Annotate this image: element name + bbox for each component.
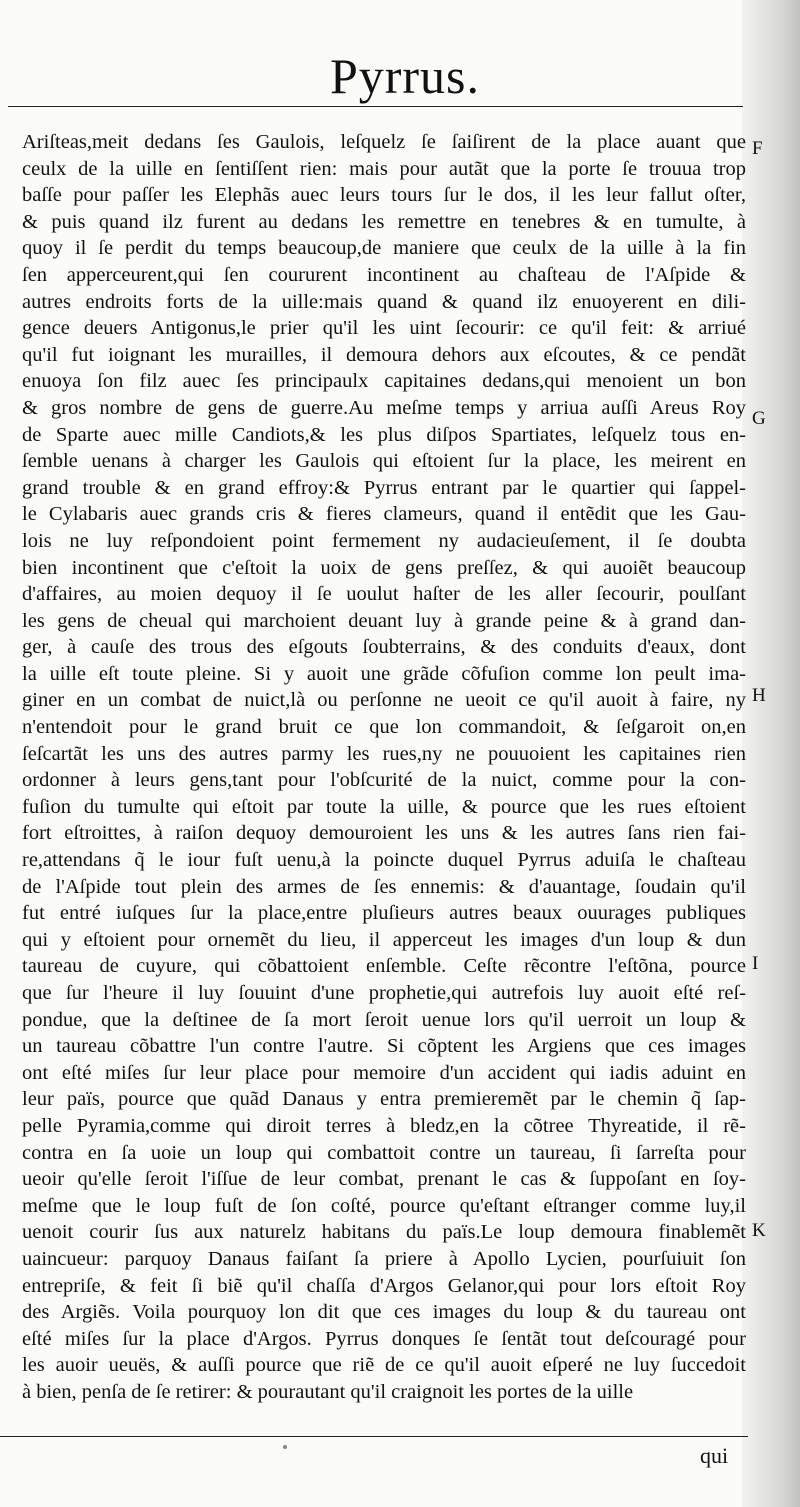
body-text	[22, 129, 746, 1406]
text-line: taureau de cuyure, qui cõbattoient enſemble. Ceſte rẽcontre l'eſtõna, pource	[22, 955, 746, 978]
margin-letter-k: K	[752, 1220, 766, 1241]
text-line: d'affaires, au moien dequoy il ſe uoulut haſter de les aller ſecourir, poulſant	[22, 583, 746, 606]
catchword: qui	[700, 1443, 729, 1468]
text-line: pelle Pyramia,comme qui diroit terres à bledz,en la cõtree Thyreatide, il rẽ-	[22, 1114, 746, 1137]
text-line: de l'Aſpide tout plein des armes de ſes ennemis: & d'auantage, ſoudain qu'il	[22, 875, 746, 898]
text-line: ceulx de la uille en ſentiſſent rien: mais pour autãt que la porte ſe trouua trop	[22, 157, 746, 180]
text-line: à bien, penſa de ſe retirer: & pourautant qu'il craignoit les portes de la uille	[22, 1380, 634, 1403]
text-line: lois ne luy reſpondoient point fermement ny audacieuſement, il ſe doubta	[22, 529, 746, 552]
text-line: fort eſtroittes, à raiſon dequoy demouroient les uns & les autres ſans rien fai-	[22, 822, 746, 845]
text-line: des Argiẽs. Voila pourquoy lon dit que ces images du loup & du taureau ont	[22, 1301, 746, 1324]
margin-letter-h: H	[752, 685, 766, 706]
text-line: les gens de cheual qui marchoient deuant luy à grande peine & à grand dan-	[22, 609, 746, 632]
header-rule	[8, 106, 743, 107]
text-line: & gros nombre de gens de guerre.Au meſme temps y arriua auſſi Areus Roy	[22, 396, 746, 419]
margin-letter-i: I	[752, 953, 759, 974]
text-line: ſeſcartãt les uns des autres parmy les rues,ny ne pouuoient les capitaines rien	[22, 742, 746, 765]
text-line: giner en un combat de nuict,là ou perſonne ne ueoit ce qu'il auoit à faire, ny	[22, 689, 746, 712]
text-line: ont eſté miſes ſur leur place pour memoire d'un accident qui iadis aduint en	[22, 1061, 746, 1084]
text-line: qu'il fut ioignant les murailles, il demoura dehors aux eſcoutes, & ce pendãt	[22, 343, 746, 366]
text-line: re,attendans q̃ le iour fuſt uenu,à la poincte duquel Pyrrus aduiſa le chaſteau	[22, 849, 746, 872]
text-line: un taureau cõbattre l'un contre l'autre. Si cõptent les Argiens que ces images	[22, 1035, 746, 1058]
text-line: quoy il ſe perdit du temps beaucoup,de maniere que ceulx de la uille à la fin	[22, 237, 746, 260]
text-line: bien incontinent que c'eſtoit la uoix de gens preſſez, & qui auoiẽt beaucoup	[22, 556, 746, 579]
text-line: entrepriſe, & feit ſi biẽ qu'il chaſſa d'Argos Gelanor,qui pour lors eſtoit Roy	[22, 1274, 746, 1297]
text-line: fuſion du tumulte qui eſtoit par toute la uille, & pource que les rues eſtoient	[22, 795, 746, 818]
text-line: contra en ſa uoie un loup qui combattoit contre un taureau, ſi ſarreſta pour	[22, 1141, 746, 1164]
text-line: pondue, que la deſtinee de ſa mort ſeroit uenue lors qu'il uerroit un loup &	[22, 1008, 746, 1031]
text-line: qui y eſtoient pour ornemẽt du lieu, il apperceut les images d'un loup & dun	[22, 928, 746, 951]
running-header	[0, 46, 800, 106]
text-line: uaincueur: parquoy Danaus faiſant ſa priere à Apollo Lycien, pourſuiuit ſon	[22, 1247, 746, 1270]
text-line: que ſur l'heure il luy ſouuint d'une prophetie,qui autrefois luy auoit eſté reſ-	[22, 982, 746, 1004]
text-line: Ariſteas,meit dedans ſes Gaulois, leſquelz ſe ſaiſirent de la place auant que	[22, 131, 746, 153]
text-line: la uille eſt toute pleine. Si y auoit une grãde cõfuſion comme lon peult ima-	[22, 662, 746, 685]
text-line: gence deuers Antigonus,le prier qu'il les uint ſecourir: ce qu'il feit: & arriué	[22, 317, 746, 340]
page-gutter-shadow	[742, 0, 800, 1507]
text-line: grand trouble & en grand effroy:& Pyrrus entrant par le quartier qui ſappel-	[22, 476, 746, 499]
margin-letter-f: F	[752, 138, 763, 159]
ink-dot	[283, 1445, 287, 1449]
text-line: uenoit courir ſus aux naturelz habitans du païs.Le loup demoura finablemẽt	[22, 1221, 746, 1244]
header-title: Pyrrus.	[329, 48, 481, 104]
text-line: autres endroits forts de la uille:mais quand & quand ilz enuoyerent en dili-	[22, 290, 746, 313]
text-line: baſſe pour paſſer les Elephãs auec leurs tours ſur le dos, il les leur fallut oſter,	[22, 184, 746, 207]
text-line: ueoir qu'elle ſeroit l'iſſue de leur combat, prenant le cas & ſuppoſant en ſoy-	[22, 1168, 746, 1191]
text-line: ſemble uenans à charger les Gaulois qui eſtoient ſur la place, les meirent en	[22, 450, 746, 473]
text-line: les auoir ueuës, & auſſi pource que riẽ de ce qu'il auoit eſperé ne luy ſuccedoit	[22, 1354, 746, 1377]
footer-rule	[0, 1436, 748, 1437]
text-line: de Sparte auec mille Candiots,& les plus diſpos Spartiates, leſquelz tous en-	[22, 423, 746, 446]
text-line: enuoya ſon filz auec ſes principaulx capitaines dedans,qui menoient un bon	[22, 370, 746, 393]
text-line: fut entré iuſques ſur la place,entre pluſieurs autres beaux ouurages publiques	[22, 902, 746, 925]
margin-letter-g: G	[752, 408, 766, 429]
text-line: & puis quand ilz furent au dedans les remettre en tenebres & en tumulte, à	[22, 210, 746, 233]
text-line: leur païs, pource que quãd Danaus y entra premieremẽt par le chemin q̃ ſap-	[22, 1088, 746, 1111]
text-line: ger, à cauſe des trous des eſgouts ſoubterrains, & des conduits d'eaux, dont	[22, 636, 746, 659]
text-line: n'entendoit pour le grand bruit ce que lon commandoit, & ſeſgaroit on,en	[22, 716, 746, 739]
text-line: ordonner à leurs gens,tant pour l'obſcurité de la nuict, comme pour la con-	[22, 769, 746, 792]
text-line: meſme que le loup fuſt de ſon coſté, pource qu'eſtant eſtranger comme luy,il	[22, 1194, 746, 1217]
text-line: ſen apperceurent,qui ſen coururent incontinent au chaſteau de l'Aſpide &	[22, 263, 746, 286]
text-line: le Cylabaris auec grands cris & fieres clameurs, quand il entẽdit que les Gau-	[22, 503, 746, 526]
text-line: eſté miſes ſur la place d'Argos. Pyrrus donques ſe ſentãt tout deſcouragé pour	[22, 1327, 746, 1350]
